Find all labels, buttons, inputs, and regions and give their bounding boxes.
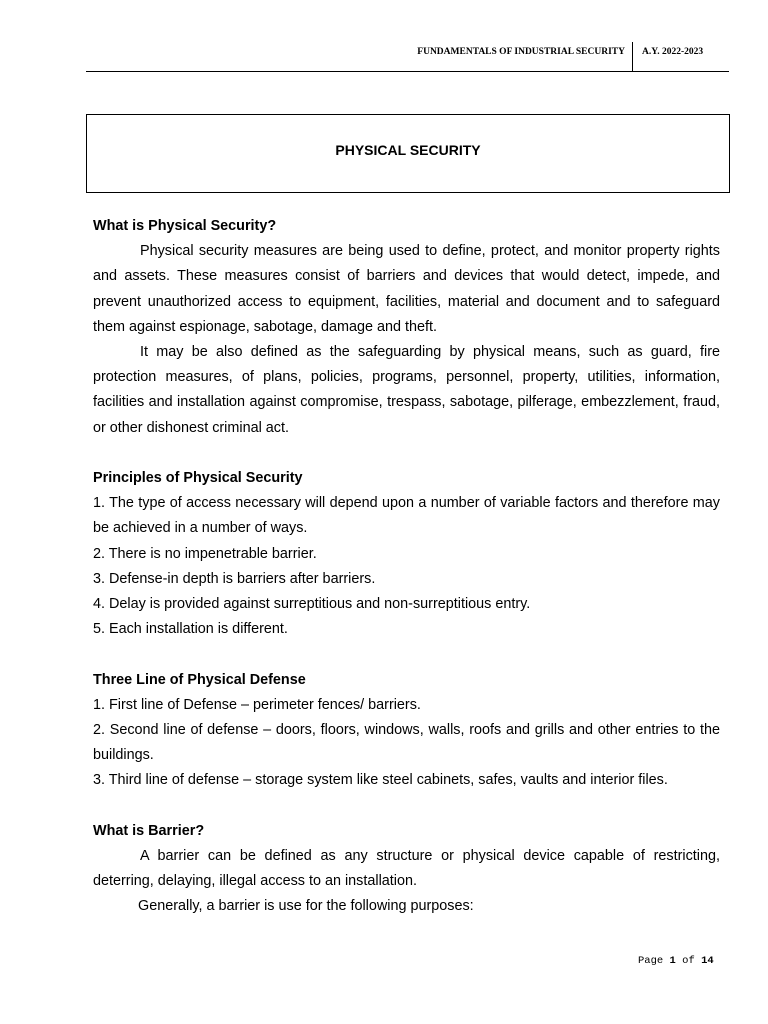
total-pages: 14 xyxy=(701,955,714,967)
title-box xyxy=(86,114,730,193)
list-item: 4. Delay is provided against surreptitious and non-surreptitious entry. xyxy=(93,596,531,613)
spacer xyxy=(93,794,720,819)
spacer xyxy=(93,642,720,667)
list-item: 2. Second line of defense – doors, floors, windows, walls, roofs and grills and other entries to the buildings. xyxy=(93,722,720,764)
academic-year: A.Y. 2022-2023 xyxy=(642,47,704,57)
heading-three-line-defense: Three Line of Physical Defense xyxy=(93,671,306,688)
page-title: PHYSICAL SECURITY xyxy=(335,142,481,158)
document-body xyxy=(93,214,720,920)
page-header xyxy=(86,40,729,72)
list-item: 3. Third line of defense – storage system like steel cabinets, safes, vaults and interior files. xyxy=(93,772,668,789)
of-label: of xyxy=(682,955,695,967)
paragraph: A barrier can be defined as any structure or physical device capable of restricting, deterring, delaying, illegal access to an installation. xyxy=(93,848,720,890)
heading-what-is-physical-security: What is Physical Security? xyxy=(93,218,277,234)
heading-principles: Principles of Physical Security xyxy=(93,470,303,487)
paragraph: Physical security measures are being used to define, protect, and monitor property rights and assets. These measures consist of barriers and devices that would detect, impede, and prevent unauthorized access to equipment, facilities, material and document and to safeguard them against espionage, sabotage, damage and theft. xyxy=(93,243,720,335)
page-label: Page xyxy=(638,955,664,967)
list-item: 1. The type of access necessary will depend upon a number of variable factors and therefore may be achieved in a number of ways. xyxy=(93,495,720,537)
spacer xyxy=(93,441,720,466)
course-title: FUNDAMENTALS OF INDUSTRIAL SECURITY xyxy=(417,47,625,57)
current-page: 1 xyxy=(669,955,676,967)
list-item: 3. Defense-in depth is barriers after barriers. xyxy=(93,570,376,587)
list-item: 5. Each installation is different. xyxy=(93,621,288,638)
heading-what-is-barrier: What is Barrier? xyxy=(93,822,205,839)
paragraph: It may be also defined as the safeguarding by physical means, such as guard, fire protection measures, of plans, policies, programs, personnel, property, utilities, information, facilities and installation against compromise, trespass, sabotage, pilferage, embezzlement, fraud, or other dishonest criminal act. xyxy=(93,344,720,436)
header-divider xyxy=(632,42,633,71)
paragraph: Generally, a barrier is use for the following purposes: xyxy=(138,898,474,915)
list-item: 2. There is no impenetrable barrier. xyxy=(93,545,317,562)
list-item: 1. First line of Defense – perimeter fences/ barriers. xyxy=(93,696,421,713)
page-number xyxy=(638,955,714,967)
